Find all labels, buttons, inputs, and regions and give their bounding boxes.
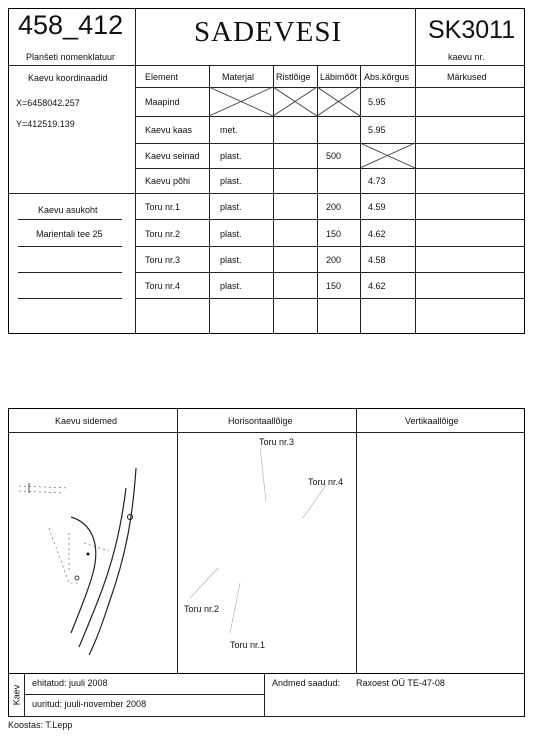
row-abs: 5.95	[368, 97, 386, 107]
well-number: SK3011	[428, 16, 516, 44]
horizontal-heading: Horisontaallõige	[228, 416, 293, 426]
pipe-label-2: Toru nr.2	[184, 604, 220, 614]
row-element: Toru nr.1	[145, 202, 181, 212]
built-date: ehitatud: juuli 2008	[32, 678, 108, 688]
row-abs: 4.73	[368, 176, 386, 186]
pipe-label-1: Toru nr.1	[230, 640, 266, 650]
source-value: Raxoest OÜ TE-47-08	[356, 678, 445, 688]
page-title: SADEVESI	[194, 16, 343, 48]
compiled-by: Koostas: T.Lepp	[8, 720, 73, 730]
ties-heading: Kaevu sidemed	[55, 416, 118, 426]
row-diameter: 200	[326, 202, 342, 212]
row-element: Toru nr.3	[145, 255, 181, 265]
pipe-label-4: Toru nr.4	[308, 477, 344, 487]
col-diameter: Läbimõõt	[320, 72, 358, 82]
row-element: Maapind	[145, 97, 180, 107]
row-element: Toru nr.4	[145, 281, 181, 291]
row-abs: 5.95	[368, 125, 386, 135]
pipe-label-3: Toru nr.3	[259, 437, 295, 447]
sheet-number: 458_412	[18, 10, 124, 40]
row-abs: 4.58	[368, 255, 386, 265]
row-element: Toru nr.2	[145, 229, 181, 239]
row-diameter: 200	[326, 255, 342, 265]
row-material: plast.	[220, 202, 242, 212]
row-material: plast.	[220, 281, 242, 291]
row-abs: 4.62	[368, 281, 386, 291]
row-material: plast.	[220, 176, 242, 186]
row-diameter: 150	[326, 281, 342, 291]
coordinates-heading: Kaevu koordinaadid	[28, 73, 108, 83]
well-caption: kaevu nr.	[448, 52, 485, 62]
row-material: plast.	[220, 255, 242, 265]
row-element: Kaevu põhi	[145, 176, 191, 186]
location-address: Marientali tee 25	[36, 229, 103, 239]
col-element: Element	[145, 72, 179, 82]
ties-sketch	[9, 433, 176, 672]
survey-date: uuritud: juuli-november 2008	[32, 699, 147, 709]
col-material: Materjal	[222, 72, 255, 82]
row-diameter: 500	[326, 151, 342, 161]
row-abs: 4.62	[368, 229, 386, 239]
horizontal-section-sketch	[178, 433, 356, 672]
row-material: plast.	[220, 229, 242, 239]
col-notes: Märkused	[447, 72, 487, 82]
source-label: Andmed saadud:	[272, 678, 341, 688]
vertical-heading: Vertikaallõige	[405, 416, 459, 426]
location-heading: Kaevu asukoht	[38, 205, 98, 215]
side-label: Kaev	[11, 684, 22, 706]
col-cross: Ristlõige	[276, 72, 311, 82]
coordinate-x: X=6458042.257	[16, 98, 80, 108]
row-element: Kaevu seinad	[145, 151, 200, 161]
row-abs: 4.59	[368, 202, 386, 212]
row-material: met.	[220, 125, 238, 135]
coordinate-y: Y=412519.139	[16, 119, 75, 129]
col-abs: Abs.kõrgus	[364, 72, 410, 82]
row-diameter: 150	[326, 229, 342, 239]
row-material: plast.	[220, 151, 242, 161]
sheet-caption: Planšeti nomenklatuur	[26, 52, 116, 62]
row-element: Kaevu kaas	[145, 125, 193, 135]
